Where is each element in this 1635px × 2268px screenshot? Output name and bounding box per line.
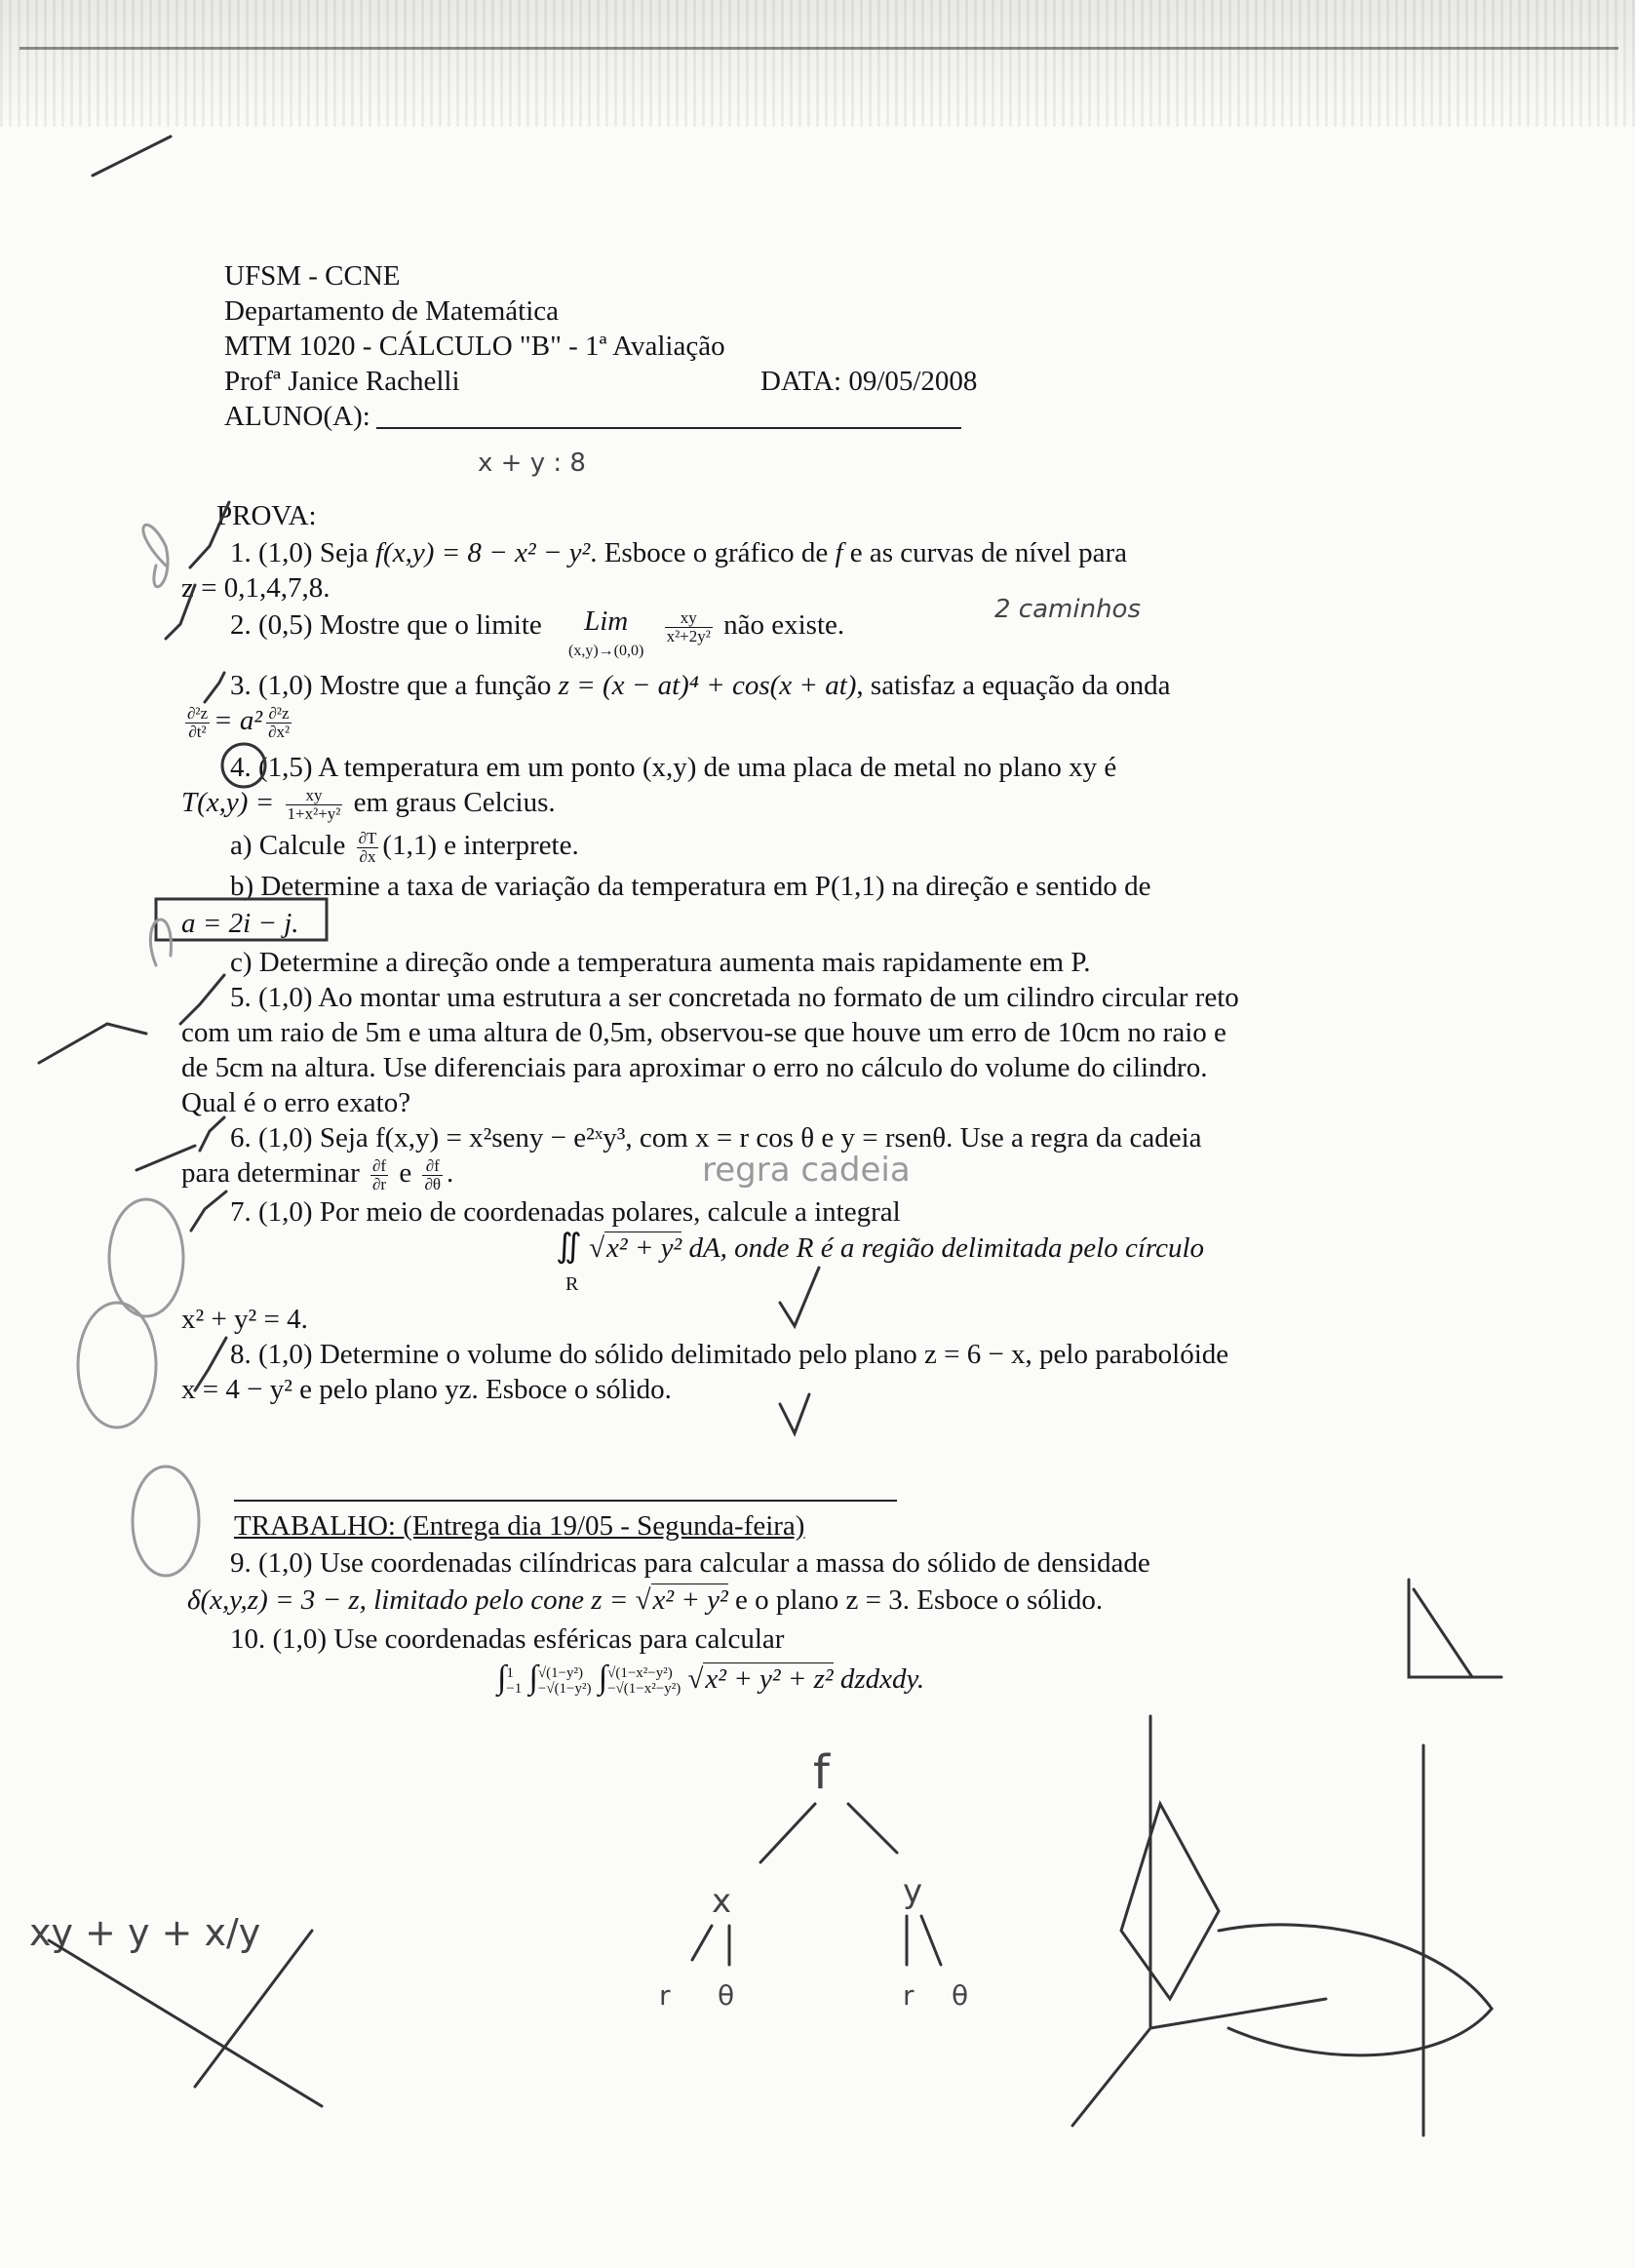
question-8-line2: x = 4 − y² e pelo plano yz. Esboce o sólido. [181, 1374, 672, 1405]
section-divider [234, 1500, 897, 1502]
handwritten-note-top: x + y : 8 [478, 449, 586, 478]
question-10-integral: ∫1 −1 ∫√(1−y²) −√(1−y²) ∫√(1−x²−y²) −√(1−x²−y²) √x² + y² + z² dzdxdy. [497, 1660, 925, 1698]
tree-x-branches [692, 1926, 729, 1965]
question-6-line2: para determinar $\frac{\partial f}{\partial r}$ e $\frac{\partial f}{\partial\theta}$ . [181, 1155, 454, 1193]
student-label: ALUNO(A): [224, 401, 370, 432]
tree-y: y [903, 1872, 923, 1911]
student-name-line[interactable] [376, 404, 961, 429]
scratch-cross [49, 1931, 322, 2106]
tree-x-theta: θ [718, 1979, 735, 2012]
question-1-levels: z = 0,1,4,7,8. [181, 572, 331, 604]
solid-axes [1072, 1716, 1326, 2126]
institution: UFSM - CCNE [224, 260, 401, 292]
scan-line [19, 47, 1618, 50]
wave-equation: $\frac{\text{∂²z}}{\text{∂t²}}$ = a² $\frac{\text{∂²z}}{\text{∂x²}}$ [187, 703, 291, 741]
margin-stroke [93, 137, 171, 176]
tree-x-r: r [659, 1979, 671, 2012]
tree-y-theta: θ [952, 1979, 969, 2012]
question-10: 10. (1,0) Use coordenadas esféricas para calcular [230, 1623, 785, 1655]
scan-border [0, 0, 1635, 127]
exam-heading: PROVA: [216, 500, 317, 531]
handwritten-note-q2: 2 caminhos [994, 595, 1141, 624]
handwritten-note-q6: regra cadeia [702, 1151, 911, 1190]
paraboloid-sketch [1219, 1925, 1492, 2055]
grade-circle-q7 [109, 1199, 183, 1316]
question-4a: a) Calcule $\frac{\partial T}{\partial x}$ (1,1) e interprete. [230, 828, 579, 866]
question-7-integral: ∬ √x² + y² dA, onde R é a região delimitada pelo círculo [556, 1229, 1205, 1265]
question-3: 3. (1,0) Mostre que a função z = (x − at)⁴ + cos(x + at), satisfaz a equação da onda [230, 670, 1171, 701]
question-5-line2: com um raio de 5m e uma altura de 0,5m, observou-se que houve um erro de 10cm no raio e [181, 1017, 1226, 1048]
question-9-line2: δ(x,y,z) = 3 − z, limitado pelo cone z = √x² + y² e o plano z = 3. Esboce o sólido. [187, 1584, 1104, 1616]
cone-sketch [1409, 1580, 1501, 1677]
grade-mark-q1 [143, 525, 168, 587]
grade-circle-q8 [78, 1303, 156, 1427]
check-mark-q7b [780, 1268, 819, 1326]
check-mark-q8b [780, 1394, 809, 1433]
question-2: 2. (0,5) Mostre que o limite Lim (x,y)→(0,0) $\frac{xy}{\text{x²+2y²}}$ não existe. [230, 606, 845, 659]
professor: Profª Janice Rachelli [224, 366, 460, 397]
department: Departamento de Matemática [224, 295, 560, 327]
tree-branch-right [848, 1804, 897, 1853]
question-4b: b) Determine a taxa de variação da temperatura em P(1,1) na direção e sentido de [230, 871, 1151, 902]
question-5-line3: de 5cm na altura. Use diferenciais para aproximar o erro no cálculo do volume do cilindro. [181, 1052, 1208, 1083]
question-7-circle: x² + y² = 4. [181, 1304, 308, 1335]
solid-sketch [1121, 1804, 1219, 1999]
grade-mark-q4 [150, 919, 171, 965]
question-4c: c) Determine a direção onde a temperatura aumenta mais rapidamente em P. [230, 947, 1091, 978]
question-9: 9. (1,0) Use coordenadas cilíndricas para calcular a massa do sólido de densidade [230, 1547, 1150, 1579]
work-heading: TRABALHO: (Entrega dia 19/05 - Segunda-feira) [234, 1510, 805, 1542]
tree-root: f [813, 1745, 830, 1800]
question-4: 4. (1,5) A temperatura em um ponto (x,y) de uma placa de metal no plano xy é [230, 752, 1117, 783]
question-7: 7. (1,0) Por meio de coordenadas polares, calcule a integral [230, 1196, 901, 1228]
question-7-region: R [565, 1273, 579, 1295]
check-mark-q3 [205, 673, 224, 702]
question-4-temperature: T(x,y) = $\frac{xy}{\text{1+x²+y²}}$ em graus Celcius. [181, 785, 556, 823]
handwritten-scratch: xy + y + x/y [29, 1911, 261, 1954]
question-5-line1: 5. (1,0) Ao montar uma estrutura a ser concretada no formato de um cilindro circular reto [230, 982, 1239, 1013]
tree-x: x [712, 1882, 732, 1921]
tree-y-branches [907, 1916, 941, 1965]
tree-branch-left [760, 1804, 815, 1862]
question-1: 1. (1,0) Seja f(x,y) = 8 − x² − y². Esboce o gráfico de f e as curvas de nível para [230, 537, 1127, 568]
question-8: 8. (1,0) Determine o volume do sólido delimitado pelo plano z = 6 − x, pelo parabolóide [230, 1339, 1229, 1370]
course-title: MTM 1020 - CÁLCULO "B" - 1ª Avaliação [224, 331, 725, 362]
check-mark-q7 [191, 1192, 226, 1231]
arrow-q5 [39, 1024, 146, 1063]
grade-circle-work [133, 1466, 199, 1576]
tree-y-r: r [903, 1979, 915, 2012]
question-6: 6. (1,0) Seja f(x,y) = x²seny − e²ˣy³, com x = r cos θ e y = rsenθ. Use a regra da cadeia [230, 1122, 1202, 1154]
exam-date: DATA: 09/05/2008 [760, 366, 978, 397]
check-mark-q6 [200, 1117, 224, 1151]
question-5-line4: Qual é o erro exato? [181, 1087, 411, 1118]
student-field[interactable] [224, 400, 961, 433]
question-4b-vector: a = 2i − j. [181, 908, 299, 939]
